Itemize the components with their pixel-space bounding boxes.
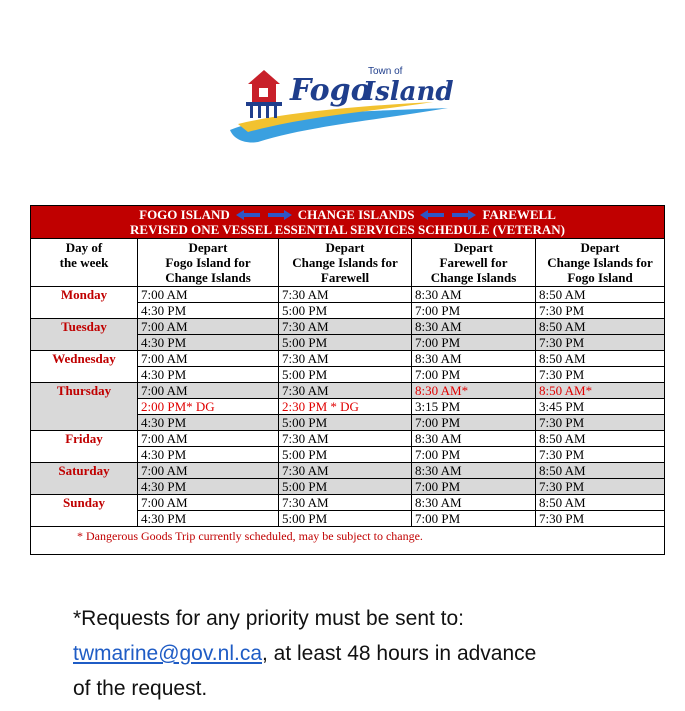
time-cell: 5:00 PM [279, 415, 412, 431]
table-row [31, 495, 665, 511]
time-cell: 7:00 AM [138, 351, 279, 367]
time-cell: 4:30 PM [138, 447, 279, 463]
time-cell: 8:30 AM [412, 287, 536, 303]
time-cell: 8:30 AM [412, 463, 536, 479]
time-cell: 7:30 AM [279, 351, 412, 367]
time-cell: 8:30 AM [412, 319, 536, 335]
day-sunday: Sunday [31, 495, 138, 527]
time-cell: 4:30 PM [138, 367, 279, 383]
time-cell: 8:50 AM [536, 319, 665, 335]
time-cell: 7:00 AM [138, 383, 279, 399]
time-cell: 7:00 AM [138, 319, 279, 335]
time-cell: 3:45 PM [536, 399, 665, 415]
table-row [31, 383, 665, 399]
day-tuesday: Tuesday [31, 319, 138, 351]
time-cell: 5:00 PM [279, 303, 412, 319]
time-cell: 7:30 AM [279, 319, 412, 335]
banner-origin: FOGO ISLAND [139, 207, 230, 222]
ferry-schedule-table [30, 205, 665, 555]
time-cell: 8:50 AM [536, 287, 665, 303]
time-cell: 8:50 AM [536, 495, 665, 511]
time-cell: 7:30 AM [279, 383, 412, 399]
time-cell: 7:30 AM [279, 287, 412, 303]
time-cell: 7:00 AM [138, 431, 279, 447]
banner-subtitle: REVISED ONE VESSEL ESSENTIAL SERVICES SCHEDULE (VETERAN) [130, 222, 565, 237]
two-way-arrow-icon [236, 210, 292, 220]
column-header-farewell-to-change: Depart Farewell for Change Islands [412, 239, 536, 287]
time-cell: 7:00 AM [138, 463, 279, 479]
request-note [73, 601, 633, 706]
schedule-banner [31, 206, 665, 239]
time-cell: 7:30 AM [279, 431, 412, 447]
day-friday: Friday [31, 431, 138, 463]
time-cell: 7:30 PM [536, 415, 665, 431]
time-cell: 7:00 AM [138, 287, 279, 303]
day-wednesday: Wednesday [31, 351, 138, 383]
logo-name-island: Island [363, 77, 454, 107]
email-link[interactable]: twmarine@gov.nl.ca [73, 642, 262, 665]
time-cell: 7:00 PM [412, 367, 536, 383]
time-cell: 7:00 PM [412, 511, 536, 527]
time-cell: 8:30 AM [412, 351, 536, 367]
time-cell: 5:00 PM [279, 511, 412, 527]
time-cell: 5:00 PM [279, 447, 412, 463]
fishing-stage-icon [246, 70, 282, 118]
time-cell: 5:00 PM [279, 479, 412, 495]
table-row [31, 351, 665, 367]
column-header-fogo-to-change: Depart Fogo Island for Change Islands [138, 239, 279, 287]
time-cell: 4:30 PM [138, 335, 279, 351]
time-cell: 7:00 PM [412, 335, 536, 351]
time-cell: 7:30 AM [279, 495, 412, 511]
town-logo [228, 62, 458, 147]
time-cell-dangerous-goods: 2:30 PM * DG [279, 399, 412, 415]
note-line-2-rest: , at least 48 hours in advance [262, 642, 537, 665]
day-saturday: Saturday [31, 463, 138, 495]
time-cell-flagged: 8:50 AM* [536, 383, 665, 399]
time-cell: 8:30 AM [412, 495, 536, 511]
time-cell: 3:15 PM [412, 399, 536, 415]
time-cell: 8:30 AM [412, 431, 536, 447]
column-header-day: Day of the week [31, 239, 138, 287]
note-line-3: of the request. [73, 677, 208, 700]
time-cell: 4:30 PM [138, 415, 279, 431]
time-cell: 4:30 PM [138, 479, 279, 495]
time-cell: 4:30 PM [138, 511, 279, 527]
time-cell: 7:30 PM [536, 479, 665, 495]
logo-name-fogo: Fogo [290, 73, 371, 108]
day-monday: Monday [31, 287, 138, 319]
table-row [31, 287, 665, 303]
note-line-2 [73, 636, 633, 671]
time-cell: 7:00 AM [138, 495, 279, 511]
banner-middle: CHANGE ISLANDS [297, 207, 415, 222]
column-header-change-to-farewell: Depart Change Islands for Farewell [279, 239, 412, 287]
time-cell: 7:30 PM [536, 367, 665, 383]
footnote: * Dangerous Goods Trip currently scheduled, may be subject to change. [31, 527, 665, 555]
table-row [31, 431, 665, 447]
time-cell: 7:30 PM [536, 447, 665, 463]
time-cell: 7:30 PM [536, 511, 665, 527]
time-cell: 5:00 PM [279, 367, 412, 383]
two-way-arrow-icon [420, 210, 476, 220]
time-cell: 8:50 AM [536, 463, 665, 479]
note-line-1: *Requests for any priority must be sent to: [73, 607, 465, 630]
time-cell-flagged: 8:30 AM* [412, 383, 536, 399]
day-thursday: Thursday [31, 383, 138, 431]
time-cell: 4:30 PM [138, 303, 279, 319]
column-header-change-to-fogo: Depart Change Islands for Fogo Island [536, 239, 665, 287]
time-cell: 7:00 PM [412, 415, 536, 431]
table-row [31, 463, 665, 479]
time-cell: 7:30 PM [536, 335, 665, 351]
time-cell: 7:00 PM [412, 303, 536, 319]
time-cell: 7:30 AM [279, 463, 412, 479]
time-cell: 7:00 PM [412, 447, 536, 463]
time-cell: 8:50 AM [536, 351, 665, 367]
banner-destination: FAREWELL [482, 207, 556, 222]
table-row [31, 319, 665, 335]
time-cell: 7:30 PM [536, 303, 665, 319]
time-cell: 7:00 PM [412, 479, 536, 495]
time-cell-dangerous-goods: 2:00 PM* DG [138, 399, 279, 415]
time-cell: 8:50 AM [536, 431, 665, 447]
time-cell: 5:00 PM [279, 335, 412, 351]
logo-small-text: Town of [368, 66, 403, 77]
